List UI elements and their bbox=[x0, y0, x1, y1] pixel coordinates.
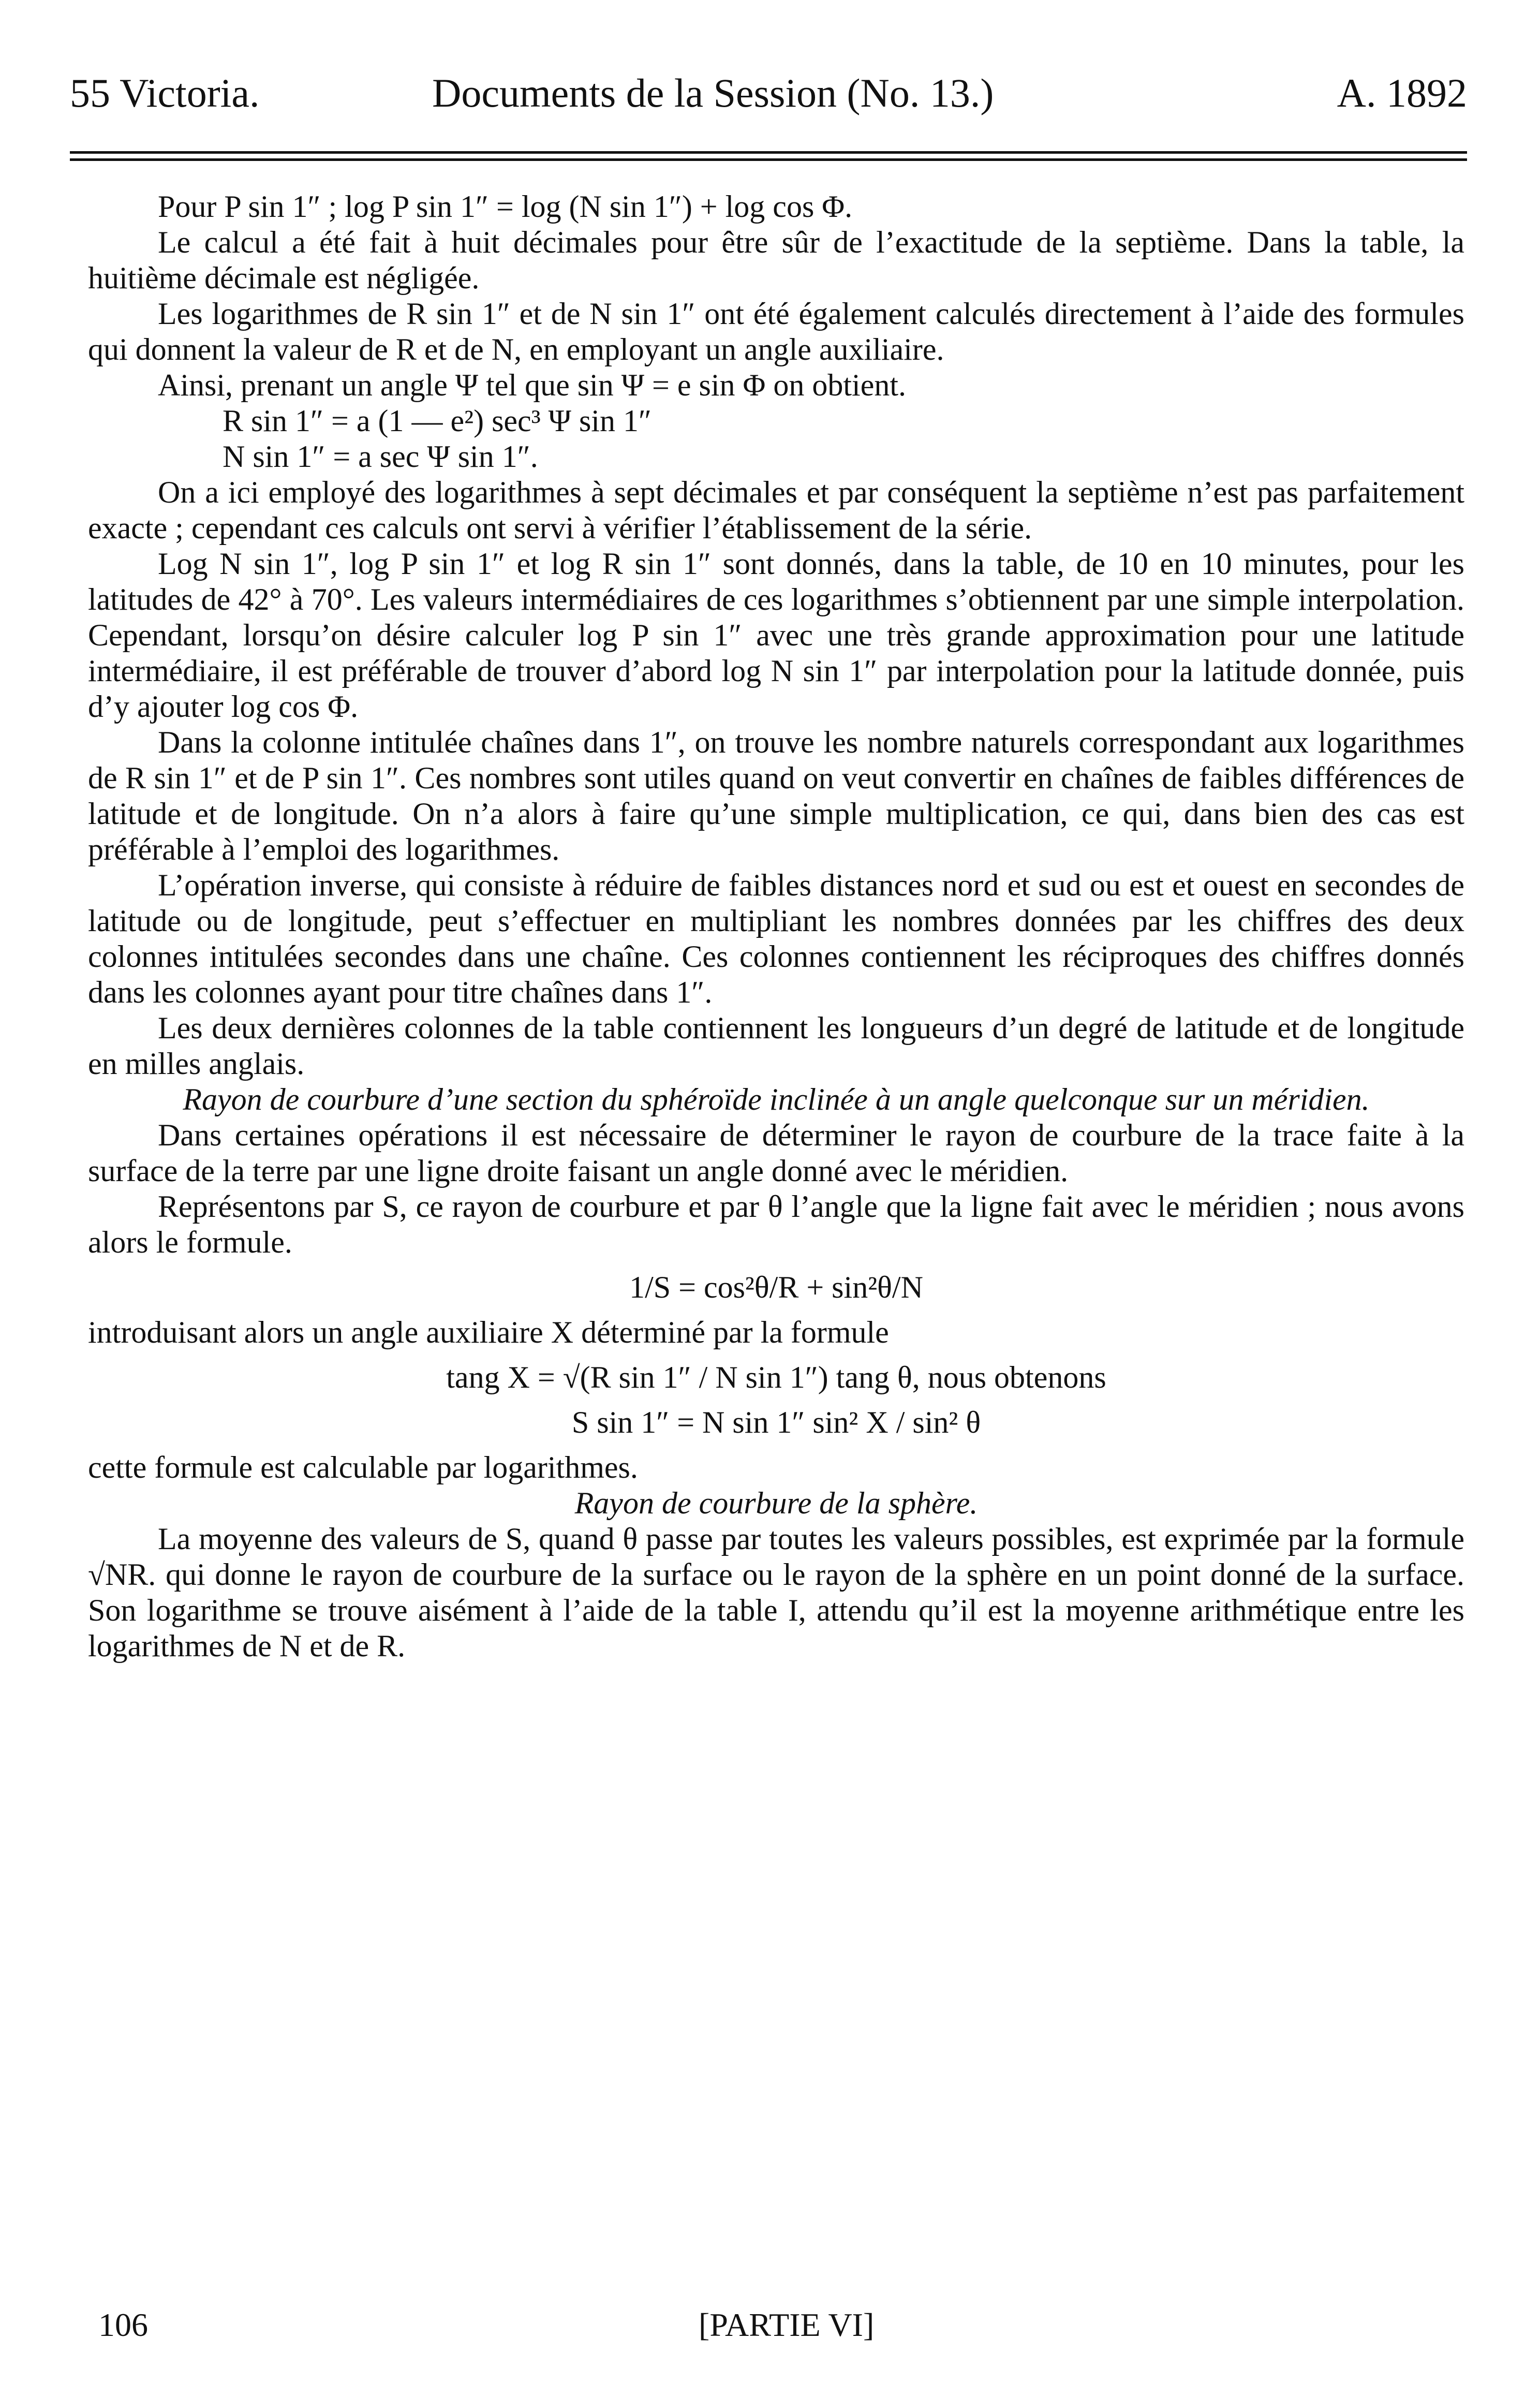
section-heading: Rayon de courbure de la sphère. bbox=[574, 1486, 978, 1520]
paragraph: Dans certaines opérations il est nécessaire de déterminer le rayon de courbure de la trace faite à la surface de la terre par une ligne droite faisant un angle donné avec le méridien. bbox=[88, 1118, 1464, 1188]
equation-text: tang X = √(R sin 1″ / N sin 1″) tang θ, nous obtenons bbox=[446, 1360, 1106, 1394]
formula-line: R sin 1″ = a (1 — e²) sec³ Ψ sin 1″ bbox=[223, 404, 651, 438]
body-text bbox=[88, 189, 1464, 1664]
header-center: Documents de la Session (No. 13.) bbox=[432, 70, 994, 115]
header-left: 55 Victoria. bbox=[70, 70, 260, 115]
running-header bbox=[70, 70, 1467, 127]
paragraph: La moyenne des valeurs de S, quand θ passe par toutes les valeurs possibles, est exprimée par la formule √NR. qui donne le rayon de courbure de la surface ou le rayon de la sphère en un point donné de la surface. Son logarithme se trouve aisément à l’aide de la table I, attendu qu’il est la moyenne arithmétique entre les logarithmes de N et de R. bbox=[88, 1522, 1464, 1663]
page-footer bbox=[98, 2306, 1444, 2352]
paragraph: Pour P sin 1″ ; log P sin 1″ = log (N sin 1″) + log cos Φ. bbox=[158, 189, 853, 224]
part-label: [PARTIE VI] bbox=[699, 2306, 875, 2343]
paragraph: Le calcul a été fait à huit décimales pour être sûr de l’exactitude de la septième. Dans la table, la huitième décimale est négligée. bbox=[88, 225, 1464, 295]
paragraph: cette formule est calculable par logarithmes. bbox=[88, 1450, 638, 1484]
header-right: A. 1892 bbox=[1337, 70, 1467, 115]
formula-line: N sin 1″ = a sec Ψ sin 1″. bbox=[223, 439, 538, 474]
equation-text: 1/S = cos²θ/R + sin²θ/N bbox=[629, 1270, 923, 1304]
equation-text: S sin 1″ = N sin 1″ sin² X / sin² θ bbox=[571, 1405, 981, 1439]
paragraph: Log N sin 1″, log P sin 1″ et log R sin 1″ sont donnés, dans la table, de 10 en 10 minutes, pour les latitudes de 42° à 70°. Les valeurs intermédiaires de ces logarithmes s’obtiennent par une simple interpolation. Cependant, lorsqu’on désire calculer log P sin 1″ avec une très grande approximation pour une latitude intermédiaire, il est préférable de trouver d’abord log N sin 1″ par interpolation pour la latitude donnée, puis d’y ajouter log cos Φ. bbox=[88, 547, 1464, 724]
equation-s-sin bbox=[88, 1405, 1464, 1440]
section-heading: Rayon de courbure d’une section du sphéroïde inclinée à un angle quelconque sur un méridien. bbox=[183, 1082, 1370, 1116]
paragraph: Les logarithmes de R sin 1″ et de N sin 1″ ont été également calculés directement à l’aide des formules qui donnent la valeur de R et de N, en employant un angle auxiliaire. bbox=[88, 297, 1464, 366]
paragraph: Représentons par S, ce rayon de courbure et par θ l’angle que la ligne fait avec le méridien ; nous avons alors le formule. bbox=[88, 1189, 1464, 1259]
paragraph: L’opération inverse, qui consiste à réduire de faibles distances nord et sud ou est et ouest en secondes de latitude ou de longitude, peut s’effectuer en multipliant les nombres données par les chiffres des deux colonnes intitulées secondes dans une chaîne. Ces colonnes contiennent les réciproques des chiffres donnés dans les colonnes ayant pour titre chaînes dans 1″. bbox=[88, 868, 1464, 1009]
header-rule-top bbox=[70, 151, 1467, 154]
paragraph: Dans la colonne intitulée chaînes dans 1″, on trouve les nombre naturels correspondant aux logarithmes de R sin 1″ et de P sin 1″. Ces nombres sont utiles quand on veut convertir en chaînes de faibles différences de latitude et de longitude. On n’a alors à faire qu’une simple multiplication, ce qui, dans bien des cas est préférable à l’emploi des logarithmes. bbox=[88, 725, 1464, 866]
equation-curvature bbox=[88, 1270, 1464, 1305]
paragraph: On a ici employé des logarithmes à sept décimales et par conséquent la septième n’est pas parfaitement exacte ; cependant ces calculs ont servi à vérifier l’établissement de la série. bbox=[88, 475, 1464, 545]
paragraph: Les deux dernières colonnes de la table contiennent les longueurs d’un degré de latitude et de longitude en milles anglais. bbox=[88, 1011, 1464, 1081]
header-rule-bottom bbox=[70, 158, 1467, 161]
equation-tang-x bbox=[88, 1360, 1464, 1395]
paragraph: introduisant alors un angle auxiliaire X déterminé par la formule bbox=[88, 1315, 889, 1349]
page-number: 106 bbox=[98, 2306, 148, 2343]
paragraph: Ainsi, prenant un angle Ψ tel que sin Ψ = e sin Φ on obtient. bbox=[158, 368, 907, 402]
